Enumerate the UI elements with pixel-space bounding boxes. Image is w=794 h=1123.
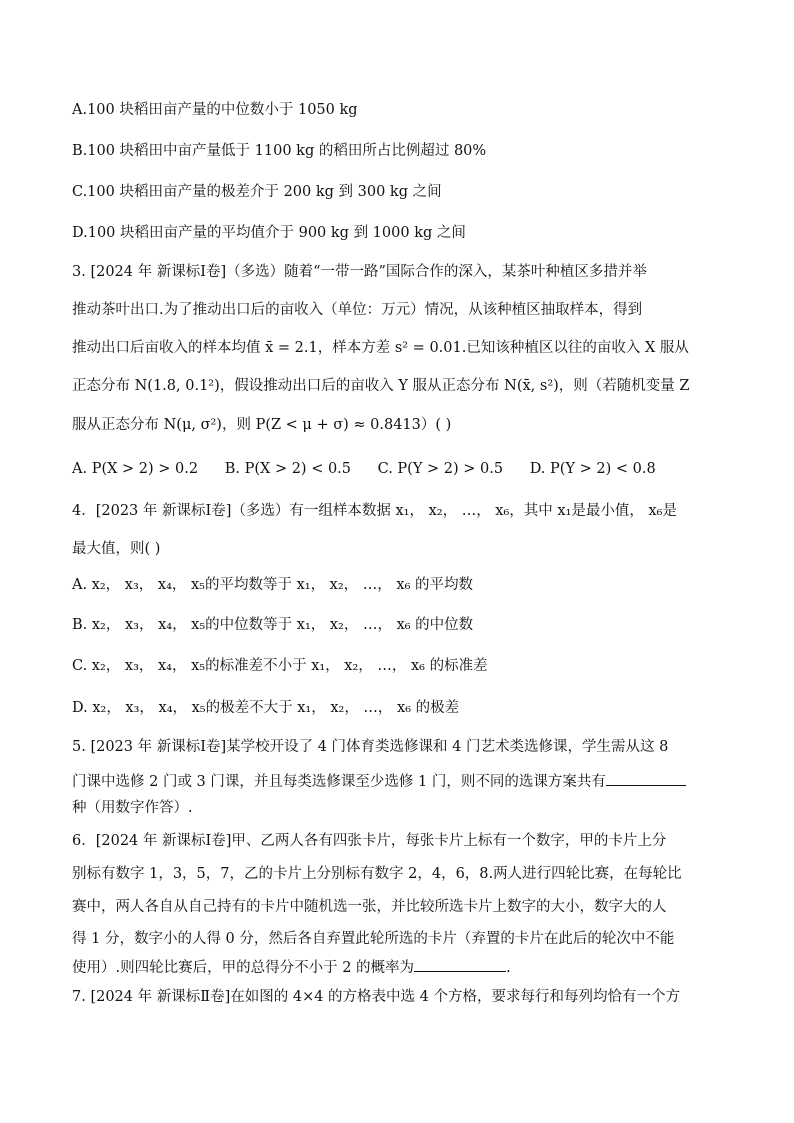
q6-line-5	[72, 957, 511, 978]
q5-line-2-text: 门课中选修 2 门或 3 门课，并且每类选修课至少选修 1 门，则不同的选课方案共有	[72, 774, 606, 790]
q4-option-c: C. x₂， x₃， x₄， x₅的标准差不小于 x₁， x₂， …， x₆ 的标准差	[72, 658, 488, 674]
q2-option-d: D.100 块稻田亩产量的平均值介于 900 kg 到 1000 kg 之间	[72, 225, 466, 241]
q4-option-a: A. x₂， x₃， x₄， x₅的平均数等于 x₁， x₂， …， x₆ 的平均数	[72, 577, 473, 593]
q3-line-1: 3. [2024 年 新课标Ⅰ卷]（多选）随着“一带一路”国际合作的深入，某茶叶种植区多措并举	[72, 264, 647, 280]
q5-line-1: 5. [2023 年 新课标Ⅰ卷]某学校开设了 4 门体育类选修课和 4 门艺术类选修课，学生需从这 8	[72, 739, 669, 755]
q4-option-d: D. x₂， x₃， x₄， x₅的极差不大于 x₁， x₂， …， x₆ 的极差	[72, 700, 460, 716]
q5-line-3: 种（用数字作答）.	[72, 800, 193, 816]
q3-line-2: 推动茶叶出口.为了推动出口后的亩收入（单位：万元）情况，从该种植区抽取样本，得到	[72, 302, 643, 318]
q6-line-2: 别标有数字 1，3，5，7，乙的卡片上分别标有数字 2，4，6，8.两人进行四轮比赛，在每轮比	[72, 866, 682, 882]
q3-option-c: C. P(Y > 2) > 0.5	[377, 461, 504, 477]
q6-line-5-end: .	[506, 960, 511, 976]
q2-option-b: B.100 块稻田中亩产量低于 1100 kg 的稻田所占比例超过 80%	[72, 143, 487, 159]
q6-line-3: 赛中，两人各自从自己持有的卡片中随机选一张，并比较所选卡片上数字的大小，数字大的人	[72, 899, 667, 915]
q3-option-a: A. P(X > 2) > 0.2	[72, 461, 199, 477]
q4-line-2: 最大值，则( )	[72, 541, 161, 557]
q6-line-1: 6．[2024 年 新课标Ⅰ卷]甲、乙两人各有四张卡片，每张卡片上标有一个数字，甲的卡片上分	[72, 833, 667, 849]
q3-options	[72, 459, 678, 479]
q4-option-b: B. x₂， x₃， x₄， x₅的中位数等于 x₁， x₂， …， x₆ 的中位数	[72, 617, 474, 633]
q4-line-1: 4．[2023 年 新课标Ⅰ卷]（多选）有一组样本数据 x₁， x₂， …， x₆，其中 x₁是最小值， x₆是	[72, 503, 677, 519]
q2-option-c: C.100 块稻田亩产量的极差介于 200 kg 到 300 kg 之间	[72, 184, 442, 200]
q6-line-4: 得 1 分，数字小的人得 0 分，然后各自弃置此轮所选的卡片（弃置的卡片在此后的轮次中不能	[72, 931, 675, 947]
q3-line-3: 推动出口后亩收入的样本均值 x̄ = 2.1，样本方差 s² = 0.01.已知该种植区以往的亩收入 X 服从	[72, 340, 689, 356]
q5-answer-blank[interactable]	[606, 771, 686, 786]
q3-line-5: 服从正态分布 N(μ, σ²)，则 P(Z < μ + σ) ≈ 0.8413）( )	[72, 417, 452, 433]
q5-line-2	[72, 771, 686, 792]
q3-line-4: 正态分布 N(1.8, 0.1²)，假设推动出口后的亩收入 Y 服从正态分布 N(x̄, s²)，则（若随机变量 Z	[72, 378, 690, 394]
q2-option-a: A.100 块稻田亩产量的中位数小于 1050 kg	[72, 102, 358, 118]
q3-option-b: B. P(X > 2) < 0.5	[224, 461, 352, 477]
q6-line-5-text: 使用）.则四轮比赛后，甲的总得分不小于 2 的概率为	[72, 960, 415, 976]
q7-line-1: 7. [2024 年 新课标Ⅱ卷]在如图的 4×4 的方格表中选 4 个方格，要求每行和每列均恰有一个方	[72, 989, 680, 1005]
q6-answer-blank[interactable]	[414, 957, 506, 972]
q3-option-d: D. P(Y > 2) < 0.8	[529, 461, 656, 477]
